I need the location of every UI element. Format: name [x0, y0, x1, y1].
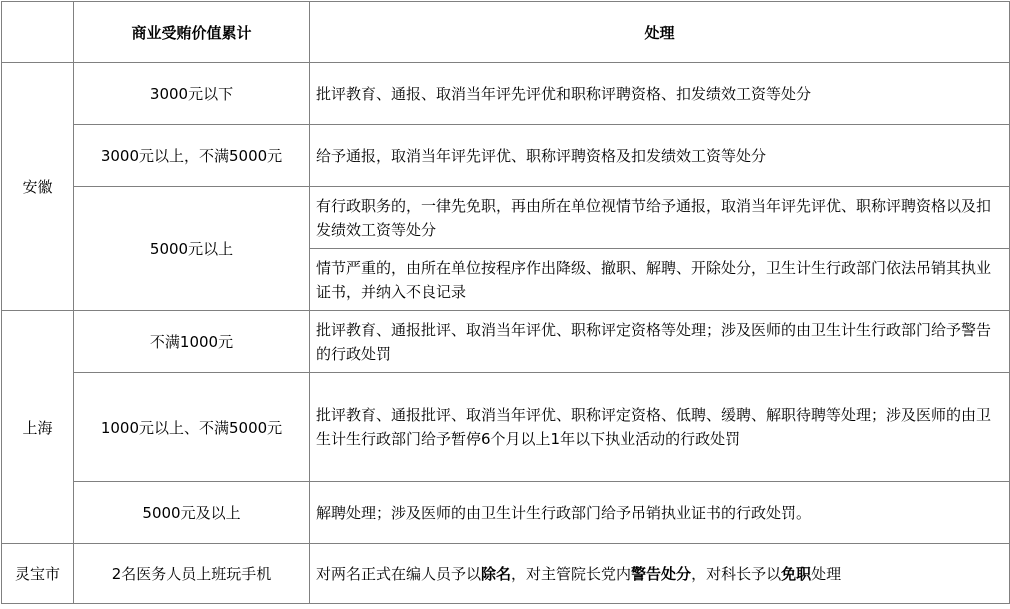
handling-cell: 有行政职务的，一律先免职，再由所在单位视情节给予通报，取消当年评先评优、职称评聘资格以及扣发绩效工资等处分 [310, 187, 1010, 249]
handling-emphasis: 除名 [481, 564, 512, 583]
amount-cell: 5000元及以上 [74, 482, 310, 544]
handling-text: ，对科长予以 [691, 564, 782, 583]
handling-cell: 解聘处理；涉及医师的由卫生计生行政部门给予吊销执业证书的行政处罚。 [310, 482, 1010, 544]
handling-cell: 批评教育、通报批评、取消当年评优、职称评定资格等处理；涉及医师的由卫生计生行政部门给予警告的行政处罚 [310, 311, 1010, 373]
header-handling: 处理 [310, 2, 1010, 63]
table-row [2, 125, 1010, 187]
table-row [2, 63, 1010, 125]
disciplinary-table [1, 1, 1010, 604]
amount-cell: 3000元以下 [74, 63, 310, 125]
table-row [2, 482, 1010, 544]
handling-emphasis: 警告处分 [631, 564, 692, 583]
handling-text: 对两名正式在编人员予以 [316, 564, 482, 583]
region-cell-anhui: 安徽 [2, 63, 74, 311]
handling-text: 处理 [811, 564, 842, 583]
amount-cell: 1000元以上、不满5000元 [74, 373, 310, 482]
header-region [2, 2, 74, 63]
handling-emphasis: 免职 [781, 564, 812, 583]
table-row [2, 187, 1010, 249]
table-row [2, 373, 1010, 482]
handling-cell: 给予通报，取消当年评先评优、职称评聘资格及扣发绩效工资等处分 [310, 125, 1010, 187]
amount-cell: 2名医务人员上班玩手机 [74, 544, 310, 604]
table-row [2, 311, 1010, 373]
amount-cell: 5000元以上 [74, 187, 310, 311]
handling-text: ，对主管院长党内 [511, 564, 632, 583]
amount-cell: 3000元以上，不满5000元 [74, 125, 310, 187]
handling-cell: 批评教育、通报、取消当年评先评优和职称评聘资格、扣发绩效工资等处分 [310, 63, 1010, 125]
handling-cell-lingbao [310, 544, 1010, 604]
amount-cell: 不满1000元 [74, 311, 310, 373]
handling-cell: 情节严重的，由所在单位按程序作出降级、撤职、解聘、开除处分，卫生计生行政部门依法吊销其执业证书，并纳入不良记录 [310, 249, 1010, 311]
handling-cell: 批评教育、通报批评、取消当年评优、职称评定资格、低聘、缓聘、解职待聘等处理；涉及医师的由卫生计生行政部门给予暂停6个月以上1年以下执业活动的行政处罚 [310, 373, 1010, 482]
header-row [2, 2, 1010, 63]
table-row [2, 544, 1010, 604]
region-cell-lingbao: 灵宝市 [2, 544, 74, 604]
region-cell-shanghai: 上海 [2, 311, 74, 544]
header-amount: 商业受贿价值累计 [74, 2, 310, 63]
